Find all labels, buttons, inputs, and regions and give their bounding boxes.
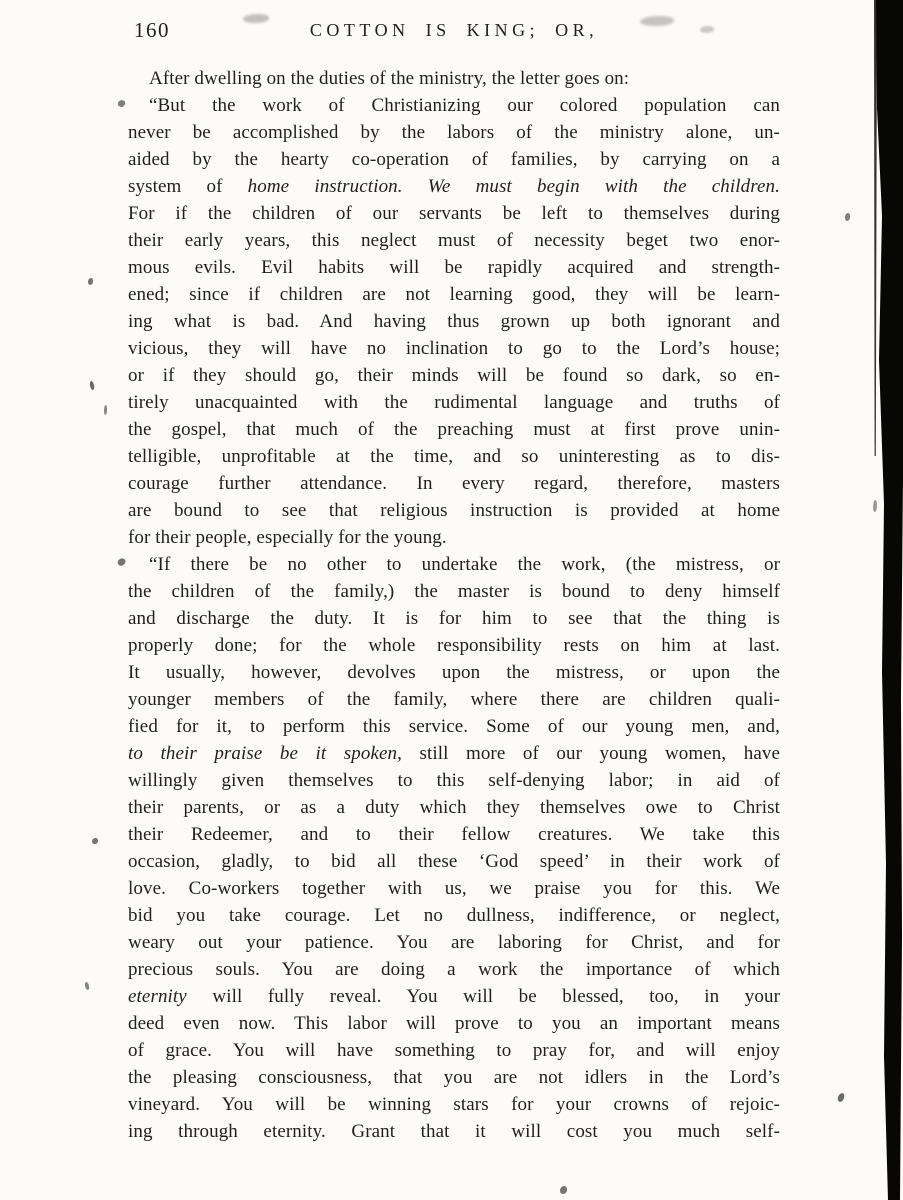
text-run: aided by the hearty co-operation of families, by carrying on a bbox=[128, 149, 780, 170]
text-line bbox=[128, 389, 780, 416]
text-run: deed even now. This labor will prove to you an important means bbox=[128, 1013, 780, 1034]
text-run: of grace. You will have something to pray for, and will enjoy bbox=[128, 1040, 780, 1061]
text-line bbox=[128, 200, 780, 227]
text-line bbox=[128, 605, 780, 632]
text-run: for their people, especially for the young. bbox=[128, 527, 447, 548]
text-line bbox=[128, 875, 780, 902]
text-line bbox=[128, 497, 780, 524]
ink-speck bbox=[84, 982, 90, 991]
text-line bbox=[128, 983, 780, 1010]
text-run: or if they should go, their minds will be found so dark, so en- bbox=[128, 365, 780, 386]
text-line bbox=[128, 281, 780, 308]
ink-speck bbox=[92, 838, 98, 844]
ink-speck bbox=[89, 381, 95, 391]
text-line bbox=[128, 1064, 780, 1091]
text-line bbox=[128, 227, 780, 254]
text-run: never be accomplished by the labors of the ministry alone, un- bbox=[128, 122, 780, 143]
text-line bbox=[128, 146, 780, 173]
text-run: precious souls. You are doing a work the importance of which bbox=[128, 959, 780, 980]
text-line bbox=[128, 524, 780, 551]
text-run: telligible, unprofitable at the time, and so uninteresting as to dis- bbox=[128, 446, 780, 467]
text-line bbox=[128, 362, 780, 389]
ink-speck bbox=[117, 99, 126, 108]
text-run: love. Co-workers together with us, we praise you for this. We bbox=[128, 878, 780, 899]
scan-streak-artifact bbox=[874, 0, 877, 456]
text-run: the gospel, that much of the preaching must at first prove unin- bbox=[128, 419, 780, 440]
text-run: the pleasing consciousness, that you are not idlers in the Lord’s bbox=[128, 1067, 780, 1088]
text-run: their parents, or as a duty which they themselves owe to Christ bbox=[128, 797, 780, 818]
text-line bbox=[128, 1091, 780, 1118]
text-run: weary out your patience. You are laboring for Christ, and for bbox=[128, 932, 780, 953]
text-run: “But the work of Christianizing our colored population can bbox=[149, 95, 780, 116]
text-run: “If there be no other to undertake the work, (the mistress, or bbox=[149, 554, 780, 575]
ink-speck bbox=[837, 1092, 845, 1102]
text-run: After dwelling on the duties of the ministry, the letter goes on: bbox=[149, 68, 630, 89]
text-line bbox=[128, 1010, 780, 1037]
text-line bbox=[128, 416, 780, 443]
text-line bbox=[128, 713, 780, 740]
text-run: and discharge the duty. It is for him to see that the thing is bbox=[128, 608, 780, 629]
text-run: For if the children of our servants be left to themselves during bbox=[128, 203, 780, 224]
ink-speck bbox=[104, 405, 107, 415]
text-line bbox=[128, 902, 780, 929]
text-line bbox=[128, 821, 780, 848]
text-line bbox=[128, 65, 780, 92]
paragraph bbox=[128, 65, 780, 92]
text-line bbox=[128, 1037, 780, 1064]
text-run: ing through eternity. Grant that it will cost you much self- bbox=[128, 1121, 780, 1142]
text-run: younger members of the family, where there are children quali- bbox=[128, 689, 780, 710]
page-content bbox=[128, 18, 780, 1145]
text-run: occasion, gladly, to bid all these ‘God speed’ in their work of bbox=[128, 851, 780, 872]
text-line bbox=[128, 848, 780, 875]
text-run: courage further attendance. In every regard, therefore, masters bbox=[128, 473, 780, 494]
text-run: It usually, however, devolves upon the mistress, or upon the bbox=[128, 662, 780, 683]
text-run: ened; since if children are not learning good, they will be learn- bbox=[128, 284, 780, 305]
ink-speck bbox=[873, 500, 877, 512]
italic-text-run: eternity bbox=[128, 986, 187, 1007]
scan-gutter-artifact bbox=[873, 0, 903, 1200]
text-line bbox=[128, 1118, 780, 1145]
text-line bbox=[128, 308, 780, 335]
text-line bbox=[128, 659, 780, 686]
text-line bbox=[128, 92, 780, 119]
text-run: will fully reveal. You will be blessed, too, in your bbox=[186, 986, 780, 1007]
italic-text-run: home instruction. bbox=[247, 176, 403, 197]
text-line bbox=[128, 470, 780, 497]
text-run: tirely unacquainted with the rudimental language and truths of bbox=[128, 392, 780, 413]
ink-speck bbox=[560, 1186, 567, 1194]
text-run: system of bbox=[128, 176, 248, 197]
text-run: mous evils. Evil habits will be rapidly acquired and strength- bbox=[128, 257, 780, 278]
page-number: 160 bbox=[134, 18, 170, 42]
italic-text-run: to their praise be it spoken bbox=[128, 743, 398, 764]
text-line bbox=[128, 767, 780, 794]
text-line bbox=[128, 551, 780, 578]
paragraph bbox=[128, 551, 780, 1145]
text-line bbox=[128, 335, 780, 362]
text-line bbox=[128, 686, 780, 713]
page-header bbox=[128, 18, 780, 48]
text-run: their Redeemer, and to their fellow creatures. We take this bbox=[128, 824, 780, 845]
running-title: COTTON IS KING; OR, bbox=[309, 20, 599, 40]
text-run: properly done; for the whole responsibility rests on him at last. bbox=[128, 635, 780, 656]
text-line bbox=[128, 119, 780, 146]
text-line bbox=[128, 632, 780, 659]
text-line bbox=[128, 956, 780, 983]
page-body bbox=[128, 65, 780, 1145]
text-line bbox=[128, 740, 780, 767]
paragraph bbox=[128, 92, 780, 551]
text-run: are bound to see that religious instruction is provided at home bbox=[128, 500, 780, 521]
text-run: fied for it, to perform this service. Some of our young men, and, bbox=[128, 716, 780, 737]
ink-speck bbox=[845, 213, 850, 221]
text-run: vineyard. You will be winning stars for your crowns of rejoic- bbox=[128, 1094, 780, 1115]
text-run: willingly given themselves to this self-denying labor; in aid of bbox=[128, 770, 780, 791]
text-line bbox=[128, 929, 780, 956]
text-line bbox=[128, 578, 780, 605]
ink-speck bbox=[88, 278, 93, 285]
text-run: bid you take courage. Let no dullness, indifference, or neglect, bbox=[128, 905, 780, 926]
text-run: vicious, they will have no inclination to go to the Lord’s house; bbox=[128, 338, 780, 359]
ink-speck bbox=[116, 557, 126, 568]
text-line bbox=[128, 173, 780, 200]
text-run: their early years, this neglect must of necessity beget two enor- bbox=[128, 230, 780, 251]
text-line bbox=[128, 254, 780, 281]
text-run: ing what is bad. And having thus grown up both ignorant and bbox=[128, 311, 780, 332]
text-run: , still more of our young women, have bbox=[397, 743, 780, 764]
text-line bbox=[128, 443, 780, 470]
text-run bbox=[403, 176, 428, 197]
italic-text-run: We must begin with the children. bbox=[427, 176, 780, 197]
text-run: the children of the family,) the master is bound to deny himself bbox=[128, 581, 780, 602]
text-line bbox=[128, 794, 780, 821]
